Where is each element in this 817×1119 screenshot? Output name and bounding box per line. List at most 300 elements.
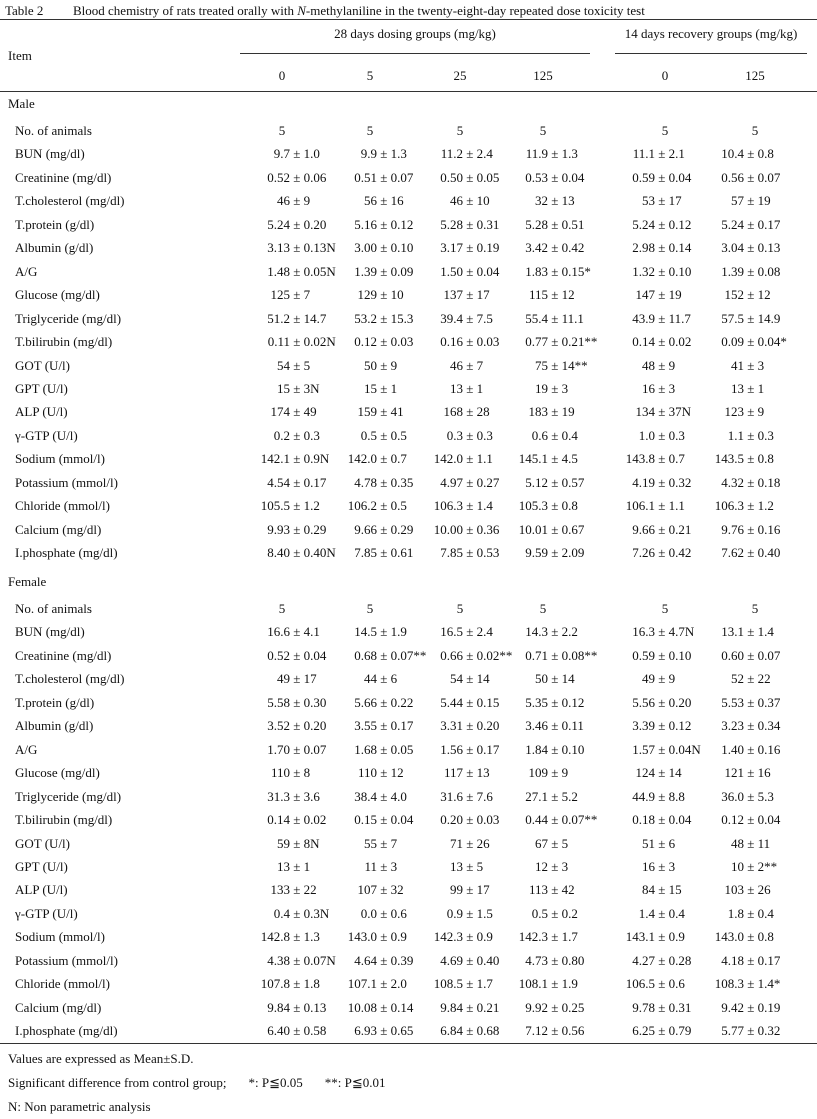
- row-value: 143.8 ± 0.7: [625, 451, 685, 467]
- row-value: 5: [366, 123, 374, 138]
- table-row: [0, 1019, 817, 1042]
- row-value: 7.26 ± 0.42: [632, 545, 692, 561]
- footnote-significance: Significant difference from control group; *: P≦0.05 **: P≦0.01: [8, 1075, 386, 1090]
- row-value: 1.84 ± 0.10: [525, 741, 585, 757]
- row-value: 43.9 ± 11.7: [632, 310, 691, 326]
- row-item: Creatinine (mg/dl): [15, 169, 112, 185]
- table-row: [0, 855, 817, 878]
- row-value: 137 ± 17: [443, 287, 490, 303]
- row-item: Creatinine (mg/dl): [15, 647, 112, 663]
- row-value: 0.52 ± 0.04: [267, 647, 327, 663]
- table-row: [0, 738, 817, 761]
- dose-header-2: 25: [453, 68, 467, 83]
- row-value: 0.15 ± 0.04: [354, 812, 414, 828]
- row-item: GOT (U/l): [15, 357, 71, 373]
- row-value: 4.18 ± 0.17: [721, 952, 781, 968]
- table-row: [0, 808, 817, 831]
- table-row: [0, 166, 817, 189]
- row-value: 48 ± 11: [731, 835, 771, 851]
- row-value: 56 ± 16: [364, 193, 404, 209]
- row-value: 1.4 ± 0.4: [638, 905, 685, 921]
- row-value: 121 ± 16: [724, 765, 771, 781]
- row-value: 9.92 ± 0.25: [525, 999, 585, 1015]
- row-value: 46 ± 9: [277, 193, 311, 209]
- row-item: Calcium (mg/dl): [15, 521, 102, 537]
- row-value: 53.2 ± 15.3: [354, 310, 414, 326]
- row-value: 3.55 ± 0.17: [354, 718, 414, 734]
- table-row: [0, 518, 817, 541]
- row-value: 143.0 ± 0.9: [347, 929, 407, 945]
- table-row: [0, 878, 817, 901]
- row-value: 103 ± 26: [724, 882, 771, 898]
- row-value: 0.16 ± 0.03: [440, 334, 500, 350]
- row-value: 10.00 ± 0.36: [433, 521, 500, 537]
- row-value: 133 ± 22: [270, 882, 317, 898]
- row-value: 1.0 ± 0.3: [638, 427, 685, 443]
- row-value: 59 ± 8N: [277, 835, 320, 851]
- row-value: 0.4 ± 0.3N: [273, 905, 330, 921]
- row-item: A/G: [15, 263, 38, 279]
- recovery-group-header: 14 days recovery groups (mg/kg): [624, 26, 798, 41]
- row-value: 6.84 ± 0.68: [440, 1023, 500, 1039]
- row-value: 5.53 ± 0.37: [721, 694, 781, 710]
- header-rule: [0, 91, 817, 92]
- row-value: 5.28 ± 0.31: [440, 216, 500, 232]
- row-value: 11 ± 3: [364, 858, 398, 874]
- row-value: 5: [456, 601, 464, 616]
- row-value: 1.56 ± 0.17: [440, 741, 500, 757]
- row-value: 1.8 ± 0.4: [727, 905, 774, 921]
- row-value: 5: [751, 601, 759, 616]
- row-value: 5: [539, 123, 547, 138]
- row-value: 0.66 ± 0.02**: [440, 647, 513, 663]
- row-value: 9.76 ± 0.16: [721, 521, 781, 537]
- row-value: 142.1 ± 0.9N: [260, 451, 330, 467]
- row-value: 5.77 ± 0.32: [721, 1023, 781, 1039]
- row-item: ALP (U/l): [15, 404, 68, 420]
- row-value: 31.6 ± 7.6: [440, 788, 493, 804]
- row-value: 0.11 ± 0.02N: [267, 334, 336, 350]
- row-item: Glucose (mg/dl): [15, 765, 100, 781]
- row-value: 41 ± 3: [731, 357, 765, 373]
- row-value: 4.97 ± 0.27: [440, 474, 500, 490]
- row-value: 0.52 ± 0.06: [267, 169, 327, 185]
- row-value: 143.1 ± 0.9: [625, 929, 685, 945]
- row-value: 2.98 ± 0.14: [632, 240, 692, 256]
- row-value: 31.3 ± 3.6: [267, 788, 320, 804]
- row-value: 38.4 ± 4.0: [354, 788, 407, 804]
- row-value: 5: [539, 601, 547, 616]
- row-value: 159 ± 41: [357, 404, 404, 420]
- row-value: 7.85 ± 0.61: [354, 545, 414, 561]
- row-value: 46 ± 10: [450, 193, 490, 209]
- row-value: 3.17 ± 0.19: [440, 240, 500, 256]
- table-row: [0, 691, 817, 714]
- section-title-female: Female: [8, 574, 47, 589]
- row-value: 113 ± 42: [528, 882, 575, 898]
- row-value: 10.01 ± 0.67: [518, 521, 585, 537]
- row-value: 4.19 ± 0.32: [632, 474, 692, 490]
- table-number: Table 2: [5, 3, 44, 18]
- row-value: 124 ± 14: [635, 765, 682, 781]
- row-value: 13 ± 1: [731, 380, 765, 396]
- dose-header-1: 5: [366, 68, 374, 83]
- row-value: 125 ± 7: [270, 287, 311, 303]
- row-value: 16 ± 3: [642, 380, 676, 396]
- row-item: T.cholesterol (mg/dl): [15, 193, 125, 209]
- row-value: 174 ± 49: [270, 404, 317, 420]
- row-value: 4.27 ± 0.28: [632, 952, 692, 968]
- row-value: 4.54 ± 0.17: [267, 474, 327, 490]
- table-row: [0, 283, 817, 306]
- row-value: 0.44 ± 0.07**: [525, 812, 598, 828]
- row-value: 57.5 ± 14.9: [721, 310, 781, 326]
- row-item: BUN (mg/dl): [15, 146, 85, 162]
- row-item: GOT (U/l): [15, 835, 71, 851]
- row-value: 16.5 ± 2.4: [440, 624, 493, 640]
- dose-header-5: 125: [745, 68, 765, 83]
- footnote-nonparametric: N: Non parametric analysis: [8, 1099, 151, 1114]
- row-value: 3.42 ± 0.42: [525, 240, 585, 256]
- row-value: 75 ± 14**: [535, 357, 588, 373]
- row-item: T.cholesterol (mg/dl): [15, 671, 125, 687]
- row-value: 142.3 ± 1.7: [518, 929, 578, 945]
- row-item: Glucose (mg/dl): [15, 287, 100, 303]
- table-row: [0, 471, 817, 494]
- row-value: 4.73 ± 0.80: [525, 952, 585, 968]
- row-value: 10.08 ± 0.14: [347, 999, 414, 1015]
- row-item: γ-GTP (U/l): [15, 427, 78, 443]
- row-value: 57 ± 19: [731, 193, 771, 209]
- row-value: 143.0 ± 0.8: [714, 929, 774, 945]
- row-value: 15 ± 1: [364, 380, 398, 396]
- row-value: 0.14 ± 0.02: [632, 334, 692, 350]
- row-value: 0.59 ± 0.10: [632, 647, 692, 663]
- table-row: [0, 494, 817, 517]
- row-value: 16.6 ± 4.1: [267, 624, 320, 640]
- row-value: 48 ± 9: [642, 357, 676, 373]
- bottom-rule: [0, 1043, 817, 1044]
- row-value: 0.50 ± 0.05: [440, 169, 500, 185]
- row-item: T.protein (g/dl): [15, 216, 95, 232]
- row-value: 105.3 ± 0.8: [518, 498, 578, 514]
- row-value: 13 ± 1: [450, 380, 484, 396]
- row-value: 107 ± 32: [357, 882, 404, 898]
- row-value: 6.25 ± 0.79: [632, 1023, 692, 1039]
- row-value: 10 ± 2**: [731, 858, 778, 874]
- row-value: 145.1 ± 4.5: [518, 451, 578, 467]
- row-value: 107.1 ± 2.0: [347, 976, 407, 992]
- dose-header-4: 0: [661, 68, 669, 83]
- row-value: 0.18 ± 0.04: [632, 812, 692, 828]
- row-value: 15 ± 3N: [277, 380, 320, 396]
- row-value: 9.84 ± 0.21: [440, 999, 500, 1015]
- row-value: 1.57 ± 0.04N: [632, 741, 701, 757]
- row-item: I.phosphate (mg/dl): [15, 545, 118, 561]
- row-value: 55 ± 7: [364, 835, 398, 851]
- row-value: 4.64 ± 0.39: [354, 952, 414, 968]
- row-value: 19 ± 3: [535, 380, 569, 396]
- row-value: 5.16 ± 0.12: [354, 216, 414, 232]
- row-value: 11.2 ± 2.4: [440, 146, 493, 162]
- row-item: Calcium (mg/dl): [15, 999, 102, 1015]
- row-item: γ-GTP (U/l): [15, 905, 78, 921]
- row-value: 5.58 ± 0.30: [267, 694, 327, 710]
- row-value: 13.1 ± 1.4: [721, 624, 774, 640]
- row-value: 71 ± 26: [450, 835, 490, 851]
- row-value: 5: [661, 123, 669, 138]
- row-value: 0.77 ± 0.21**: [525, 334, 598, 350]
- row-item: Sodium (mmol/l): [15, 451, 105, 467]
- row-item: Chloride (mmol/l): [15, 498, 110, 514]
- row-value: 0.0 ± 0.6: [360, 905, 407, 921]
- row-value: 4.69 ± 0.40: [440, 952, 500, 968]
- table-row: [0, 714, 817, 737]
- row-value: 0.12 ± 0.03: [354, 334, 414, 350]
- row-value: 3.46 ± 0.11: [525, 718, 584, 734]
- row-value: 168 ± 28: [443, 404, 490, 420]
- table-row: [0, 667, 817, 690]
- row-value: 0.3 ± 0.3: [446, 427, 493, 443]
- row-value: 5: [456, 123, 464, 138]
- row-value: 0.14 ± 0.02: [267, 812, 327, 828]
- footnote-values: Values are expressed as Mean±S.D.: [8, 1051, 194, 1066]
- row-value: 0.56 ± 0.07: [721, 169, 781, 185]
- row-value: 0.20 ± 0.03: [440, 812, 500, 828]
- recovery-group-rule: [615, 53, 807, 54]
- row-value: 106.1 ± 1.1: [625, 498, 685, 514]
- table-row: [0, 902, 817, 925]
- row-value: 7.62 ± 0.40: [721, 545, 781, 561]
- row-value: 9.7 ± 1.0: [273, 146, 320, 162]
- row-value: 9.66 ± 0.21: [632, 521, 692, 537]
- row-value: 5.24 ± 0.12: [632, 216, 692, 232]
- row-value: 0.9 ± 1.5: [446, 905, 493, 921]
- row-value: 3.39 ± 0.12: [632, 718, 692, 734]
- row-value: 55.4 ± 11.1: [525, 310, 584, 326]
- row-value: 51 ± 6: [642, 835, 676, 851]
- row-value: 5.66 ± 0.22: [354, 694, 414, 710]
- row-value: 13 ± 5: [450, 858, 484, 874]
- row-value: 54 ± 14: [450, 671, 490, 687]
- row-item: Albumin (g/dl): [15, 240, 94, 256]
- row-value: 0.51 ± 0.07: [354, 169, 414, 185]
- row-value: 9.66 ± 0.29: [354, 521, 414, 537]
- table-row: [0, 996, 817, 1019]
- row-value: 5: [278, 123, 286, 138]
- row-value: 14.3 ± 2.2: [525, 624, 578, 640]
- row-value: 106.3 ± 1.2: [714, 498, 774, 514]
- row-value: 3.04 ± 0.13: [721, 240, 781, 256]
- row-item: T.protein (g/dl): [15, 694, 95, 710]
- row-value: 5.12 ± 0.57: [525, 474, 585, 490]
- row-value: 16 ± 3: [642, 858, 676, 874]
- row-value: 1.70 ± 0.07: [267, 741, 327, 757]
- row-item: GPT (U/l): [15, 380, 68, 396]
- table-row: [0, 142, 817, 165]
- table-caption: [5, 3, 645, 19]
- row-value: 152 ± 12: [724, 287, 771, 303]
- row-value: 32 ± 13: [535, 193, 575, 209]
- row-value: 0.60 ± 0.07: [721, 647, 781, 663]
- row-value: 39.4 ± 7.5: [440, 310, 493, 326]
- row-value: 3.13 ± 0.13N: [267, 240, 336, 256]
- row-value: 123 ± 9: [724, 404, 765, 420]
- row-item: GPT (U/l): [15, 858, 68, 874]
- row-value: 11.9 ± 1.3: [525, 146, 578, 162]
- table-row: [0, 620, 817, 643]
- row-value: 1.1 ± 0.3: [727, 427, 774, 443]
- row-value: 105.5 ± 1.2: [260, 498, 320, 514]
- row-value: 84 ± 15: [642, 882, 682, 898]
- top-rule: [0, 19, 817, 20]
- row-value: 0.59 ± 0.04: [632, 169, 692, 185]
- row-value: 9.42 ± 0.19: [721, 999, 781, 1015]
- table-row: [0, 424, 817, 447]
- row-item: Triglyceride (mg/dl): [15, 788, 122, 804]
- table-row: [0, 541, 817, 564]
- row-value: 12 ± 3: [535, 858, 569, 874]
- row-value: 6.93 ± 0.65: [354, 1023, 414, 1039]
- row-item: A/G: [15, 741, 38, 757]
- row-item: I.phosphate (mg/dl): [15, 1023, 118, 1039]
- table-row: [0, 330, 817, 353]
- row-value: 106.3 ± 1.4: [433, 498, 493, 514]
- row-value: 1.83 ± 0.15*: [525, 263, 591, 279]
- row-value: 0.12 ± 0.04: [721, 812, 781, 828]
- row-value: 5: [366, 601, 374, 616]
- row-value: 5.28 ± 0.51: [525, 216, 585, 232]
- row-value: 5: [661, 601, 669, 616]
- row-value: 99 ± 17: [450, 882, 490, 898]
- table-row: [0, 972, 817, 995]
- row-value: 5: [278, 601, 286, 616]
- table-row: [0, 260, 817, 283]
- row-item: BUN (mg/dl): [15, 624, 85, 640]
- row-value: 9.78 ± 0.31: [632, 999, 692, 1015]
- row-value: 5.24 ± 0.20: [267, 216, 327, 232]
- table-row: [0, 189, 817, 212]
- dose-header-0: 0: [278, 68, 286, 83]
- row-value: 4.32 ± 0.18: [721, 474, 781, 490]
- row-item: Potassium (mmol/l): [15, 952, 118, 968]
- row-value: 142.0 ± 1.1: [433, 451, 493, 467]
- row-value: 0.68 ± 0.07**: [354, 647, 427, 663]
- table-row: [0, 236, 817, 259]
- row-value: 106.5 ± 0.6: [625, 976, 685, 992]
- table-row: [0, 400, 817, 423]
- table-row: [0, 447, 817, 470]
- row-value: 16.3 ± 4.7N: [632, 624, 695, 640]
- row-value: 49 ± 9: [642, 671, 676, 687]
- table-row: [0, 785, 817, 808]
- row-value: 54 ± 5: [277, 357, 311, 373]
- row-value: 46 ± 7: [450, 357, 484, 373]
- dosing-group-rule: [240, 53, 590, 54]
- row-value: 13 ± 1: [277, 858, 311, 874]
- row-value: 147 ± 19: [635, 287, 682, 303]
- row-value: 5.44 ± 0.15: [440, 694, 500, 710]
- row-value: 9.93 ± 0.29: [267, 521, 327, 537]
- row-value: 1.50 ± 0.04: [440, 263, 500, 279]
- row-value: 5.24 ± 0.17: [721, 216, 781, 232]
- row-item: T.bilirubin (mg/dl): [15, 334, 113, 350]
- row-value: 44.9 ± 8.8: [632, 788, 685, 804]
- dose-header-3: 125: [533, 68, 553, 83]
- table-row: [0, 377, 817, 400]
- row-value: 143.5 ± 0.8: [714, 451, 774, 467]
- table-row: [0, 119, 817, 142]
- row-value: 1.32 ± 0.10: [632, 263, 692, 279]
- row-value: 5.35 ± 0.12: [525, 694, 585, 710]
- row-item: Chloride (mmol/l): [15, 976, 110, 992]
- row-value: 115 ± 12: [528, 287, 575, 303]
- table-row: [0, 761, 817, 784]
- dosing-group-header: 28 days dosing groups (mg/kg): [334, 26, 496, 41]
- row-value: 129 ± 10: [357, 287, 404, 303]
- row-value: 51.2 ± 14.7: [267, 310, 327, 326]
- row-value: 106.2 ± 0.5: [347, 498, 407, 514]
- row-value: 108.3 ± 1.4*: [714, 976, 781, 992]
- row-value: 4.78 ± 0.35: [354, 474, 414, 490]
- row-value: 9.9 ± 1.3: [360, 146, 407, 162]
- row-item: Albumin (g/dl): [15, 718, 94, 734]
- row-value: 3.00 ± 0.10: [354, 240, 414, 256]
- table-row: [0, 213, 817, 236]
- row-value: 142.0 ± 0.7: [347, 451, 407, 467]
- row-value: 9.84 ± 0.13: [267, 999, 327, 1015]
- item-header: Item: [8, 48, 32, 63]
- row-value: 142.3 ± 0.9: [433, 929, 493, 945]
- row-value: 44 ± 6: [364, 671, 398, 687]
- row-value: 0.5 ± 0.2: [531, 905, 578, 921]
- row-value: 109 ± 9: [528, 765, 569, 781]
- row-value: 4.38 ± 0.07N: [267, 952, 336, 968]
- row-value: 142.8 ± 1.3: [260, 929, 320, 945]
- row-value: 0.2 ± 0.3: [273, 427, 320, 443]
- row-value: 110 ± 8: [270, 765, 311, 781]
- table-row: [0, 832, 817, 855]
- row-value: 3.23 ± 0.34: [721, 718, 781, 734]
- table-row: [0, 949, 817, 972]
- row-item: Sodium (mmol/l): [15, 929, 105, 945]
- row-value: 52 ± 22: [731, 671, 771, 687]
- table-row: [0, 925, 817, 948]
- row-value: 183 ± 19: [528, 404, 575, 420]
- table-row: [0, 597, 817, 620]
- row-value: 1.68 ± 0.05: [354, 741, 414, 757]
- row-value: 0.6 ± 0.4: [531, 427, 578, 443]
- row-value: 7.85 ± 0.53: [440, 545, 500, 561]
- table-title: Blood chemistry of rats treated orally with N-methylaniline in the twenty-eight-day repeated dose toxicity test: [73, 3, 645, 18]
- row-value: 7.12 ± 0.56: [525, 1023, 585, 1039]
- row-value: 117 ± 13: [443, 765, 490, 781]
- row-value: 0.5 ± 0.5: [360, 427, 407, 443]
- row-value: 1.39 ± 0.09: [354, 263, 414, 279]
- row-value: 134 ± 37N: [635, 404, 692, 420]
- table-row: [0, 354, 817, 377]
- row-item: ALP (U/l): [15, 882, 68, 898]
- row-item: No. of animals: [15, 123, 92, 138]
- row-value: 6.40 ± 0.58: [267, 1023, 327, 1039]
- row-value: 0.71 ± 0.08**: [525, 647, 598, 663]
- row-value: 1.40 ± 0.16: [721, 741, 781, 757]
- row-item: No. of animals: [15, 601, 92, 616]
- row-value: 108.5 ± 1.7: [433, 976, 493, 992]
- row-value: 5.56 ± 0.20: [632, 694, 692, 710]
- row-value: 27.1 ± 5.2: [525, 788, 578, 804]
- row-value: 8.40 ± 0.40N: [267, 545, 336, 561]
